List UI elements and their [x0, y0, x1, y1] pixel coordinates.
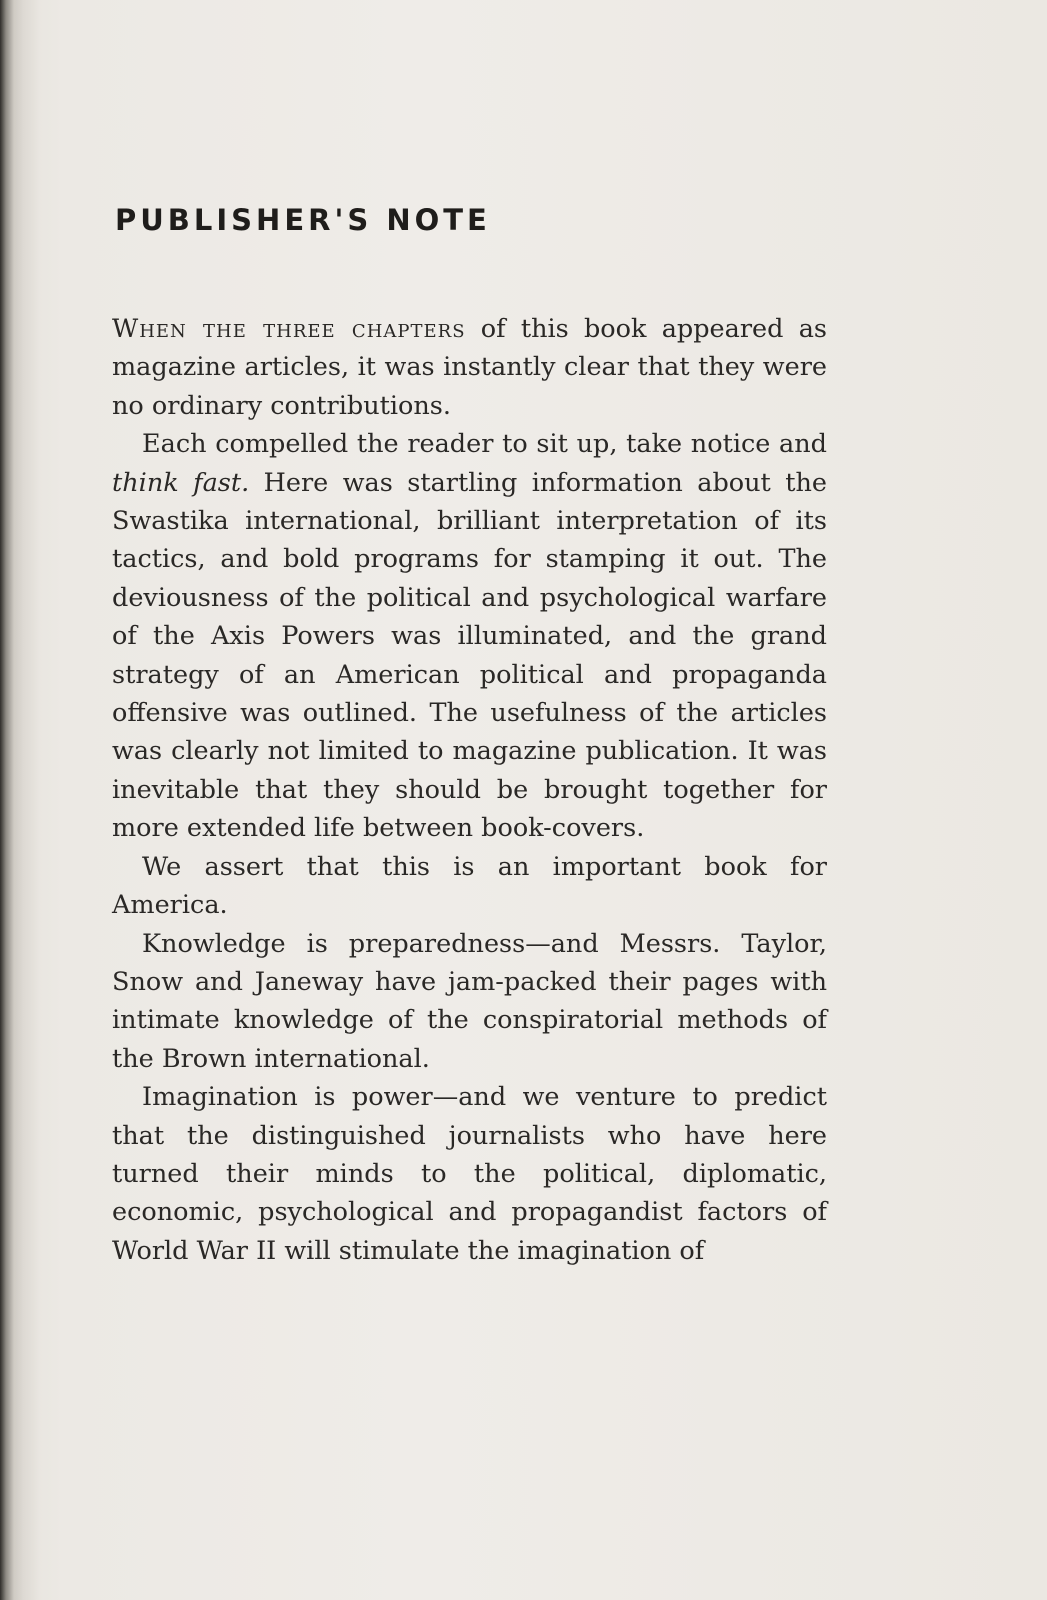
- paragraph-2: [112, 425, 827, 847]
- paragraph-5: Imagination is power—and we venture to predict that the distinguished journalists who have here turned their minds to the political, diplomatic, economic, psychological and propagandist factors of World War II will stimulate the imagination of: [112, 1082, 827, 1266]
- book-gutter-shadow: [0, 0, 40, 1600]
- paragraph-1-rest: of this book appeared as magazine articles, it was instantly clear that they were no ordinary contributions.: [112, 314, 827, 421]
- paragraph-2-before: Each compelled the reader to sit up, take notice and: [142, 429, 827, 460]
- page-heading: PUBLISHER'S NOTE: [115, 203, 491, 237]
- paragraph-1-lead: When the three chapters: [112, 314, 466, 344]
- body-text: [112, 310, 827, 1270]
- paragraph-1: [112, 310, 827, 425]
- paragraph-4: Knowledge is preparedness—and Messrs. Taylor, Snow and Janeway have jam-packed their pages with intimate knowledge of the conspiratorial methods of the Brown international.: [112, 928, 827, 1074]
- paragraph-2-emphasis: think fast.: [112, 467, 250, 498]
- paragraph-2-after: Here was startling information about the Swastika international, brilliant interpretation of its tactics, and bold programs for stamping it out. The deviousness of the political and psychological warfare of the Axis Powers was illuminated, and the grand strategy of an American political and propaganda offensive was outlined. The usefulness of the articles was clearly not limited to magazine publication. It was inevitable that they should be brought together for more extended life between book-covers.: [112, 467, 827, 844]
- paragraph-3: We assert that this is an important book for America.: [112, 851, 827, 921]
